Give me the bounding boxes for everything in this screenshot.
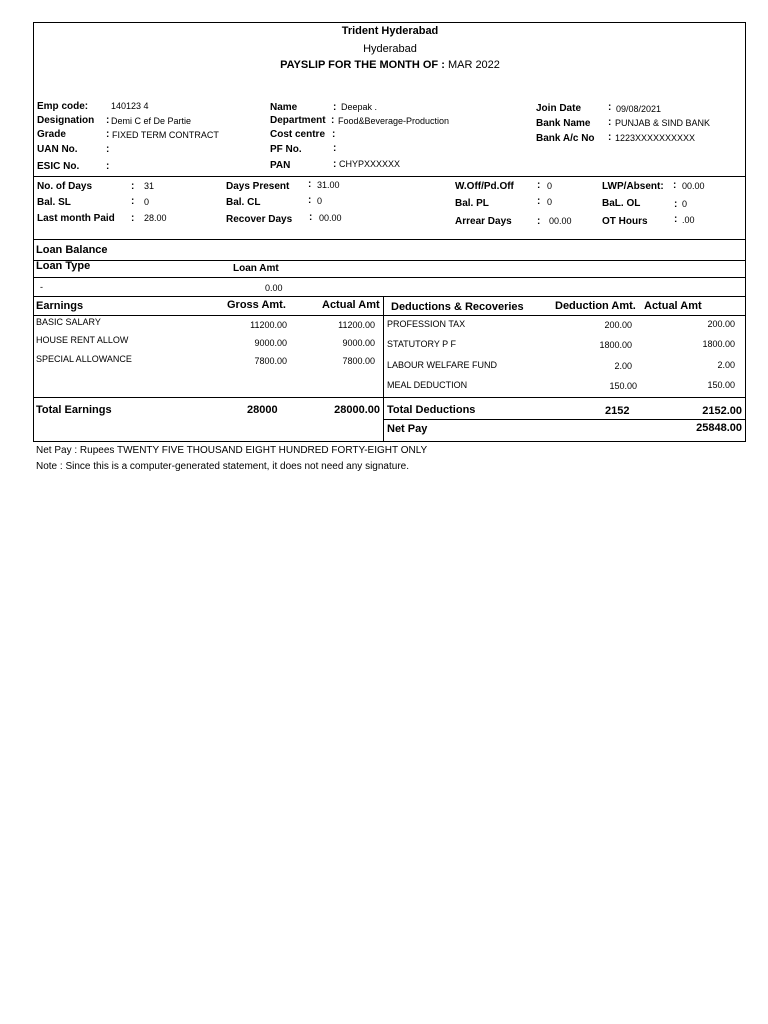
name-value: Deepak . <box>341 102 378 112</box>
loan-amt-value: 0.00 <box>265 283 283 293</box>
grade-colon: : <box>106 129 110 140</box>
join-date-colon: : <box>608 102 612 113</box>
recover-days-label: Recover Days <box>226 214 293 225</box>
divider-header <box>33 176 746 177</box>
no-of-days-label: No. of Days <box>37 181 93 192</box>
esic-label: ESIC No. <box>37 161 80 172</box>
last-month-paid-colon: : <box>131 213 135 224</box>
earning-actual: 7800.00 <box>342 356 375 366</box>
earning-label: BASIC SALARY <box>36 317 101 327</box>
earnings-gross-header: Gross Amt. <box>227 299 286 311</box>
recover-days-value: 00.00 <box>319 213 342 223</box>
arrear-days-colon: : <box>537 216 541 227</box>
earning-label: SPECIAL ALLOWANCE <box>36 354 132 364</box>
pf-label: PF No. <box>270 144 302 155</box>
deductions-actual-header: Actual Amt <box>644 300 702 312</box>
deduction-label: PROFESSION TAX <box>387 319 466 329</box>
frame-right <box>745 22 746 442</box>
bank-ac-colon: : <box>608 132 612 143</box>
bal-pl-colon: : <box>537 196 541 207</box>
earning-gross: 11200.00 <box>250 320 287 330</box>
cost-centre-label: Cost centre <box>270 129 326 140</box>
deduction-label: LABOUR WELFARE FUND <box>387 360 498 370</box>
total-earnings-label: Total Earnings <box>36 404 112 416</box>
total-deductions-amt: 2152 <box>605 405 630 417</box>
divider-earn-deduct <box>383 296 384 442</box>
total-deductions-actual: 2152.00 <box>702 405 742 417</box>
bal-pl-value: 0 <box>547 197 553 207</box>
designation-colon: : <box>106 115 110 126</box>
deductions-header: Deductions & Recoveries <box>391 301 524 313</box>
bal-cl-colon: : <box>308 195 312 206</box>
designation-value: Demi C ef De Partie <box>111 116 192 126</box>
ot-hours-value: .00 <box>682 215 695 225</box>
earnings-actual-header: Actual Amt <box>322 299 380 311</box>
arrear-days-label: Arrear Days <box>455 216 512 227</box>
days-present-value: 31.00 <box>317 180 340 190</box>
deduction-actual: 1800.00 <box>702 339 735 349</box>
frame-bottom <box>33 441 746 442</box>
grade-label: Grade <box>37 129 66 140</box>
pf-colon: : <box>333 143 337 154</box>
deduction-actual: 200.00 <box>707 319 735 329</box>
divider-net-pay <box>383 419 746 420</box>
bal-ol-colon: : <box>674 199 678 210</box>
bal-sl-value: 0 <box>144 197 150 207</box>
ot-hours-label: OT Hours <box>602 216 648 227</box>
payslip-label: PAYSLIP FOR THE MONTH OF : <box>280 59 445 71</box>
divider-totals <box>33 397 746 398</box>
company-name: Trident Hyderabad <box>341 25 439 37</box>
deduction-amt: 1800.00 <box>599 340 632 350</box>
bal-ol-value: 0 <box>682 199 688 209</box>
last-month-paid-label: Last month Paid <box>37 213 115 224</box>
divider-attendance <box>33 239 746 240</box>
uan-label: UAN No. <box>37 144 78 155</box>
deduction-amt: 2.00 <box>614 361 632 371</box>
company-city: Hyderabad <box>363 43 417 55</box>
net-pay-words: Net Pay : Rupees TWENTY FIVE THOUSAND EIGHT HUNDRED FORTY-EIGHT ONLY <box>36 445 428 456</box>
earning-gross: 7800.00 <box>254 356 287 366</box>
bank-ac-label: Bank A/c No <box>536 133 595 144</box>
pan-value: CHYPXXXXXX <box>339 159 401 169</box>
earning-actual: 9000.00 <box>342 338 375 348</box>
divider-loan-head <box>33 260 746 261</box>
name-label: Name <box>270 102 298 113</box>
bal-ol-label: BaL. OL <box>602 198 641 209</box>
loan-balance-label: Loan Balance <box>36 244 108 256</box>
deduction-actual: 2.00 <box>717 360 735 370</box>
loan-amt-header: Loan Amt <box>233 263 279 274</box>
esic-colon: : <box>106 161 110 172</box>
frame-left <box>33 22 34 442</box>
uan-colon: : <box>106 144 110 155</box>
bal-sl-label: Bal. SL <box>37 197 71 208</box>
loan-type-value: - <box>40 282 43 292</box>
signature-note: Note : Since this is a computer-generated statement, it does not need any signature. <box>36 461 409 472</box>
loan-type-header: Loan Type <box>36 260 91 272</box>
deduction-actual: 150.00 <box>707 380 735 390</box>
department-label: Department <box>270 115 326 126</box>
join-date-value: 09/08/2021 <box>616 104 662 114</box>
frame-top <box>33 22 746 23</box>
recover-days-colon: : <box>309 212 313 223</box>
net-pay-label: Net Pay <box>387 423 428 435</box>
bank-name-label: Bank Name <box>536 118 591 129</box>
divider-loan-row <box>33 296 746 297</box>
ot-hours-colon: : <box>674 214 678 225</box>
deduction-amt: 150.00 <box>609 381 637 391</box>
pan-label: PAN <box>270 160 291 171</box>
emp-code-label: Emp code: <box>37 101 89 112</box>
bal-sl-colon: : <box>131 196 135 207</box>
earnings-header: Earnings <box>36 300 84 312</box>
join-date-label: Join Date <box>536 103 582 114</box>
deduction-label: MEAL DEDUCTION <box>387 380 468 390</box>
bal-pl-label: Bal. PL <box>455 198 489 209</box>
payslip-month: MAR 2022 <box>447 59 500 71</box>
payslip-title <box>0 59 768 71</box>
arrear-days-value: 00.00 <box>549 216 572 226</box>
department-colon: : <box>331 115 335 126</box>
lwp-value: 00.00 <box>682 181 705 191</box>
total-deductions-label: Total Deductions <box>387 404 476 416</box>
cost-centre-colon: : <box>332 129 336 140</box>
name-colon: : <box>333 102 337 113</box>
woff-label: W.Off/Pd.Off <box>455 181 514 192</box>
department-value: Food&Beverage-Production <box>338 116 450 126</box>
woff-value: 0 <box>547 181 553 191</box>
grade-value: FIXED TERM CONTRACT <box>112 130 219 140</box>
divider-earnings-head <box>33 315 746 316</box>
no-of-days-value: 31 <box>144 181 155 191</box>
total-earnings-actual: 28000.00 <box>334 404 380 416</box>
earning-actual: 11200.00 <box>338 320 375 330</box>
deduction-label: STATUTORY P F <box>387 339 457 349</box>
total-earnings-gross: 28000 <box>247 404 278 416</box>
earning-gross: 9000.00 <box>254 338 287 348</box>
divider-loan-type <box>33 277 746 278</box>
no-of-days-colon: : <box>131 181 135 192</box>
days-present-label: Days Present <box>226 181 290 192</box>
emp-code-value: 140123 4 <box>111 101 149 111</box>
lwp-label: LWP/Absent: <box>602 181 664 192</box>
days-present-colon: : <box>308 179 312 190</box>
bal-cl-label: Bal. CL <box>226 197 261 208</box>
lwp-colon: : <box>673 180 677 191</box>
last-month-paid-value: 28.00 <box>144 213 167 223</box>
woff-colon: : <box>537 180 541 191</box>
deduction-amt: 200.00 <box>604 320 632 330</box>
bank-ac-value: 1223XXXXXXXXXX <box>615 133 696 143</box>
bank-name-value: PUNJAB & SIND BANK <box>615 118 711 128</box>
deductions-amt-header: Deduction Amt. <box>555 300 636 312</box>
bank-name-colon: : <box>608 117 612 128</box>
earning-label: HOUSE RENT ALLOW <box>36 335 129 345</box>
pan-colon: : <box>333 159 337 170</box>
designation-label: Designation <box>37 115 95 126</box>
net-pay-value: 25848.00 <box>696 422 742 434</box>
bal-cl-value: 0 <box>317 196 323 206</box>
